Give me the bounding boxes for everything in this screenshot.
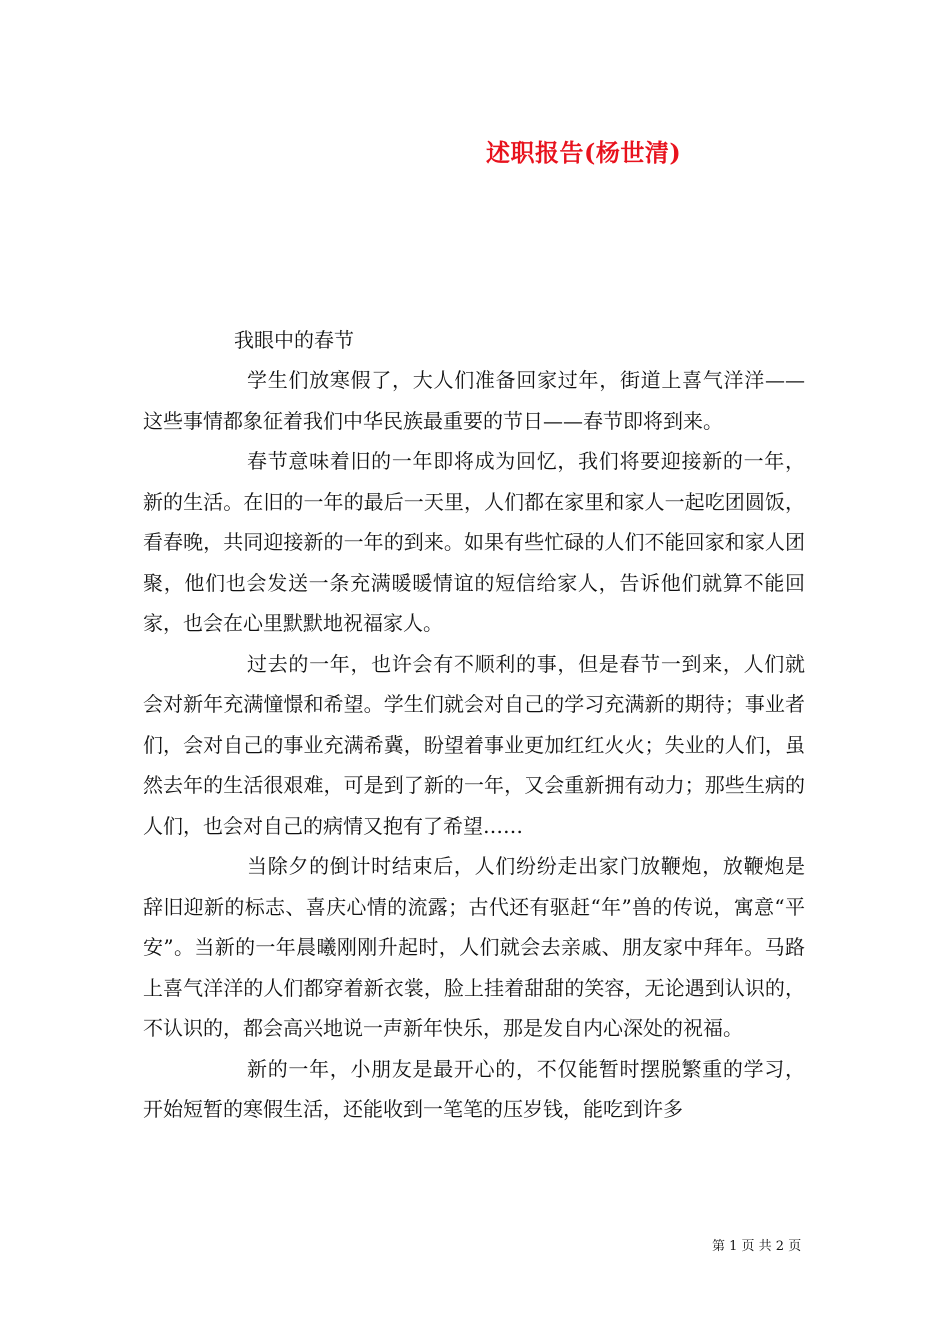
document-body [143, 320, 805, 1130]
paragraph-2: 春节意味着旧的一年即将成为回忆，我们将要迎接新的一年，新的生活。在旧的一年的最后一天里，人们都在家里和家人一起吃团圆饭，看春晚，共同迎接新的一年的到来。如果有些忙碌的人们不能回家和家人团聚，他们也会发送一条充满暖暖情谊的短信给家人，告诉他们就算不能回家，也会在心里默默地祝福家人。 [143, 449, 805, 635]
paragraph-3: 过去的一年，也许会有不顺利的事，但是春节一到来，人们就会对新年充满憧憬和希望。学生们就会对自己的学习充满新的期待；事业者们，会对自己的事业充满希冀，盼望着事业更加红红火火；失业的人们，虽然去年的生活很艰难，可是到了新的一年，又会重新拥有动力；那些生病的人们，也会对自己的病情又抱有了希望…… [143, 651, 805, 838]
essay-title: 我眼中的春节 [234, 328, 354, 352]
document-title: 述职报告(杨世清) [486, 138, 682, 167]
page-number-footer: 第 1 页 共 2 页 [712, 1239, 802, 1254]
paragraph-5: 新的一年，小朋友是最开心的，不仅能暂时摆脱繁重的学习，开始短暂的寒假生活，还能收到一笔笔的压岁钱，能吃到许多 [143, 1056, 805, 1121]
paragraph-1: 学生们放寒假了，大人们准备回家过年，街道上喜气洋洋——这些事情都象征着我们中华民族最重要的节日——春节即将到来。 [143, 368, 805, 433]
paragraph-4: 当除夕的倒计时结束后，人们纷纷走出家门放鞭炮，放鞭炮是辞旧迎新的标志、喜庆心情的流露；古代还有驱赶“年”兽的传说，寓意“平安”。当新的一年晨曦刚刚升起时，人们就会去亲戚、朋友家中拜年。马路上喜气洋洋的人们都穿着新衣裳，脸上挂着甜甜的笑容，无论遇到认识的，不认识的，都会高兴地说一声新年快乐，那是发自内心深处的祝福。 [143, 854, 805, 1040]
